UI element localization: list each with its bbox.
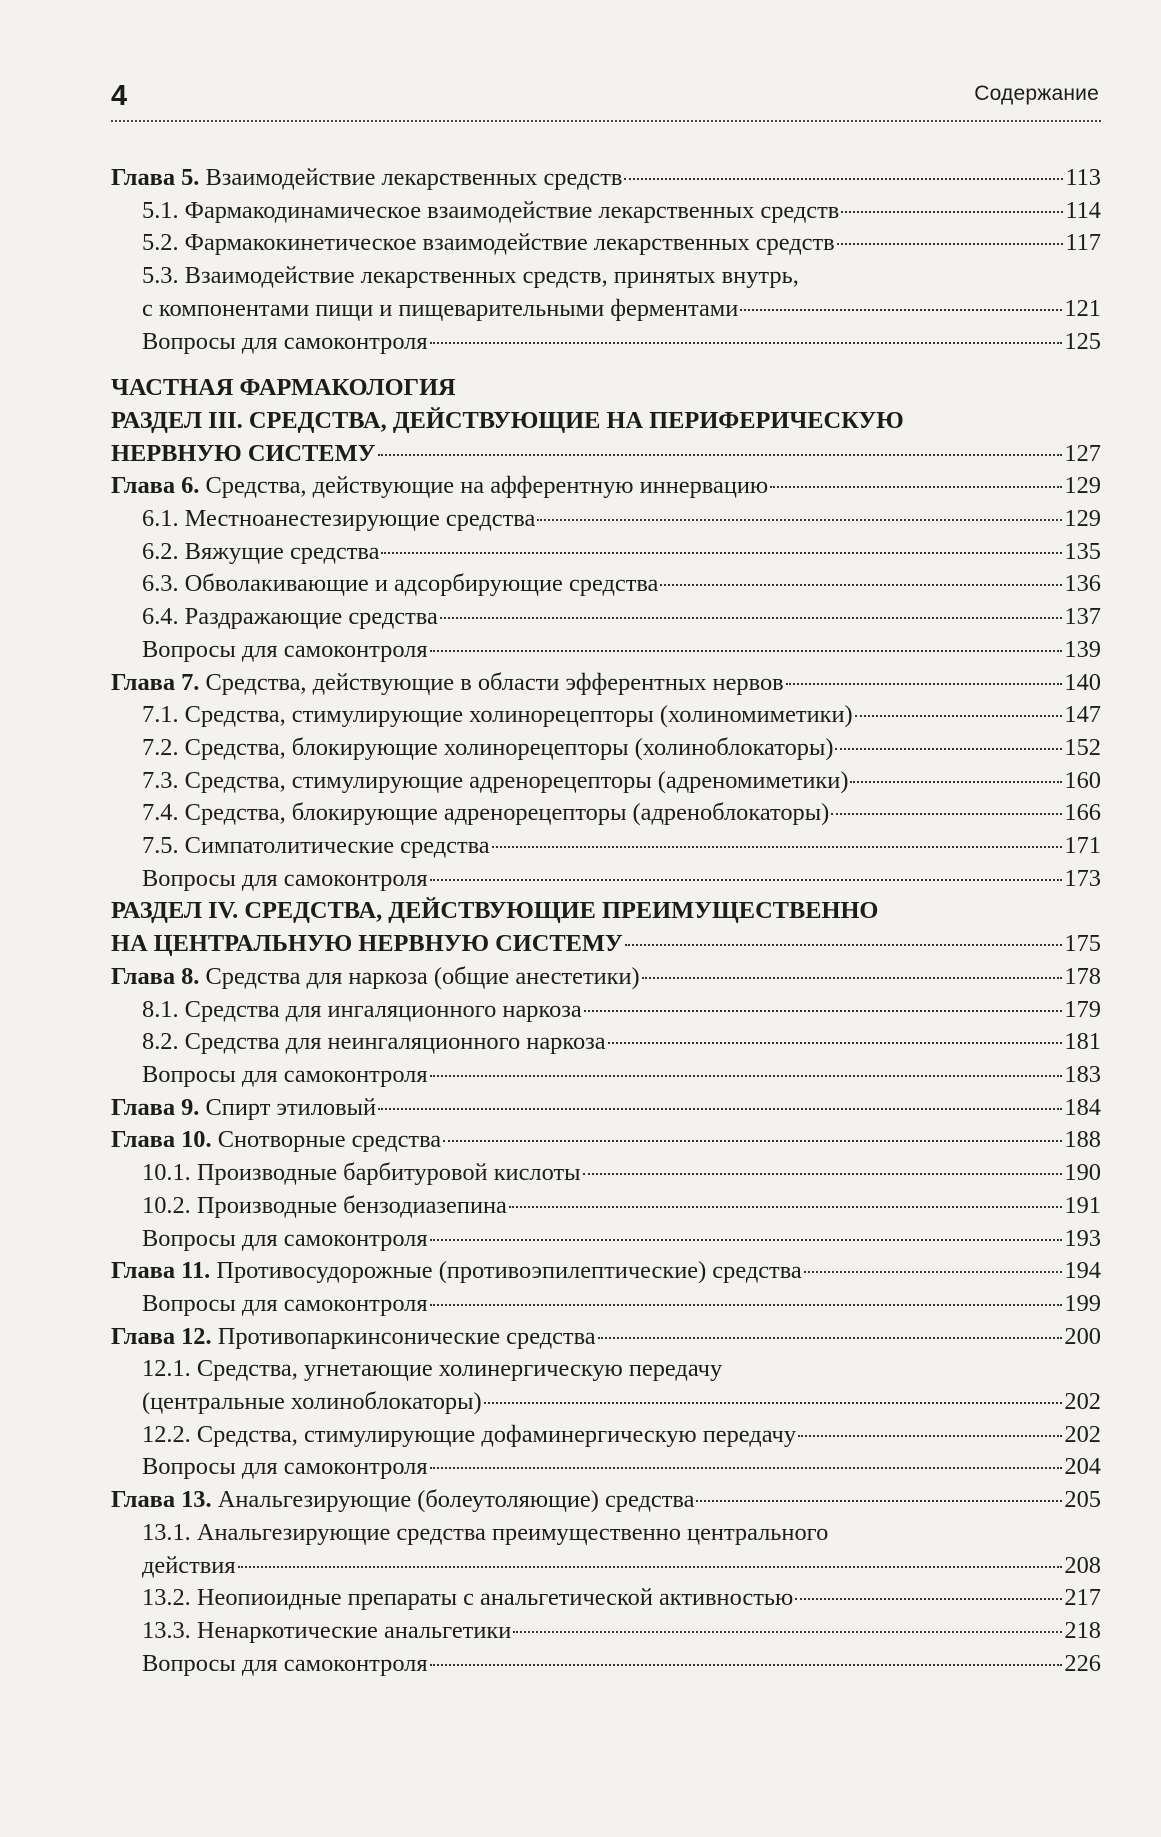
chapter-label: Глава 10. bbox=[111, 1126, 212, 1154]
entry-title: 12.2. Средства, стимулирующие дофаминергическую передачу bbox=[142, 1420, 797, 1448]
chapter-label: Глава 12. bbox=[111, 1322, 212, 1350]
entry-page-number: 121 bbox=[1064, 294, 1101, 322]
dot-leader bbox=[837, 243, 1064, 245]
entry-page-number: 117 bbox=[1065, 229, 1101, 257]
dot-leader bbox=[513, 1631, 1062, 1633]
entry-page-number: 208 bbox=[1064, 1551, 1101, 1579]
dot-leader bbox=[430, 1467, 1063, 1469]
entry-page-number: 217 bbox=[1064, 1584, 1101, 1612]
section-title: РАЗДЕЛ IV. СРЕДСТВА, ДЕЙСТВУЮЩИЕ ПРЕИМУЩЕСТВЕННО bbox=[111, 897, 879, 925]
chapter-entry bbox=[111, 1092, 1101, 1125]
chapter-label: Глава 8. bbox=[111, 962, 200, 990]
subsection-entry bbox=[111, 1451, 1101, 1484]
section-spacer bbox=[111, 358, 1101, 372]
subsection-entry bbox=[111, 260, 1101, 293]
dot-leader bbox=[831, 813, 1062, 815]
dot-leader bbox=[770, 486, 1062, 488]
entry-page-number: 152 bbox=[1064, 733, 1101, 761]
entry-title: Взаимодействие лекарственных средств bbox=[205, 164, 623, 191]
dot-leader bbox=[443, 1140, 1062, 1142]
dot-leader bbox=[786, 683, 1063, 685]
dot-leader bbox=[440, 617, 1063, 619]
running-head bbox=[111, 78, 1101, 122]
dot-leader bbox=[660, 584, 1062, 586]
dot-leader bbox=[798, 1435, 1062, 1437]
running-title: Содержание bbox=[974, 82, 1099, 105]
chapter-entry bbox=[111, 961, 1101, 994]
section-title: РАЗДЕЛ III. СРЕДСТВА, ДЕЙСТВУЮЩИЕ НА ПЕРИФЕРИЧЕСКУЮ bbox=[111, 406, 904, 434]
entry-page-number: 175 bbox=[1064, 930, 1101, 958]
subsection-entry bbox=[111, 503, 1101, 536]
subsection-entry bbox=[111, 1648, 1101, 1681]
subsection-entry bbox=[111, 765, 1101, 798]
section-title-continuation: НА ЦЕНТРАЛЬНУЮ НЕРВНУЮ СИСТЕМУ bbox=[111, 930, 623, 958]
chapter-label: Глава 11. bbox=[111, 1257, 211, 1285]
dot-leader bbox=[378, 1108, 1062, 1110]
entry-page-number: 191 bbox=[1064, 1191, 1101, 1219]
entry-page-number: 184 bbox=[1064, 1093, 1101, 1121]
entry-title: 6.4. Раздражающие средства bbox=[142, 603, 438, 631]
subsection-entry bbox=[111, 1157, 1101, 1190]
subsection-entry bbox=[111, 601, 1101, 634]
chapter-entry bbox=[111, 162, 1101, 195]
subsection-entry bbox=[111, 863, 1101, 896]
subsection-entry bbox=[111, 326, 1101, 359]
subsection-entry bbox=[111, 634, 1101, 667]
subsection-entry bbox=[111, 1190, 1101, 1223]
entry-title: 7.1. Средства, стимулирующие холинорецепторы (холиномиметики) bbox=[142, 701, 853, 729]
dot-leader bbox=[740, 309, 1062, 311]
entry-title: 6.3. Обволакивающие и адсорбирующие средства bbox=[142, 570, 659, 598]
entry-page-number: 160 bbox=[1064, 766, 1101, 794]
entry-page-number: 193 bbox=[1064, 1224, 1101, 1252]
dot-leader bbox=[850, 781, 1062, 783]
chapter-label: Глава 5. bbox=[111, 164, 200, 191]
entry-title: Вопросы для самоконтроля bbox=[142, 635, 428, 663]
dot-leader bbox=[795, 1598, 1062, 1600]
entry-page-number: 173 bbox=[1064, 864, 1101, 892]
entry-page-number: 129 bbox=[1064, 505, 1101, 533]
entry-title: Снотворные средства bbox=[217, 1126, 442, 1154]
subsection-entry bbox=[111, 994, 1101, 1027]
chapter-label: Глава 13. bbox=[111, 1486, 212, 1514]
entry-title: 7.3. Средства, стимулирующие адренорецепторы (адреномиметики) bbox=[142, 766, 849, 794]
entry-continuation bbox=[111, 1386, 1101, 1419]
entry-page-number: 205 bbox=[1064, 1486, 1101, 1514]
chapter-entry bbox=[111, 667, 1101, 700]
dot-leader bbox=[804, 1271, 1063, 1273]
entry-page-number: 166 bbox=[1064, 799, 1101, 827]
entry-title: Вопросы для самоконтроля bbox=[142, 327, 428, 355]
entry-title: Противосудорожные (противоэпилептические) средства bbox=[216, 1257, 802, 1285]
dot-leader bbox=[624, 178, 1063, 180]
entry-page-number: 127 bbox=[1064, 439, 1101, 467]
entry-title: 10.1. Производные барбитуровой кислоты bbox=[142, 1159, 581, 1187]
chapter-label: Глава 7. bbox=[111, 668, 200, 696]
entry-page-number: 136 bbox=[1064, 570, 1101, 598]
chapter-label: Глава 9. bbox=[111, 1093, 200, 1121]
entry-title: Средства для наркоза (общие анестетики) bbox=[205, 962, 640, 990]
entry-page-number: 183 bbox=[1064, 1060, 1101, 1088]
entry-page-number: 179 bbox=[1064, 995, 1101, 1023]
entry-title: 7.2. Средства, блокирующие холинорецепторы (холиноблокаторы) bbox=[142, 733, 834, 761]
subsection-entry bbox=[111, 1419, 1101, 1452]
entry-title: 12.1. Средства, угнетающие холинергическую передачу bbox=[142, 1355, 723, 1383]
dot-leader bbox=[492, 846, 1063, 848]
subsection-entry bbox=[111, 1223, 1101, 1256]
subsection-entry bbox=[111, 227, 1101, 260]
chapter-entry bbox=[111, 1484, 1101, 1517]
subsection-entry bbox=[111, 195, 1101, 228]
entry-continuation bbox=[111, 1550, 1101, 1583]
chapter-label: Глава 6. bbox=[111, 472, 200, 500]
entry-page-number: 181 bbox=[1064, 1028, 1101, 1056]
entry-title: Вопросы для самоконтроля bbox=[142, 1453, 428, 1481]
entry-title: Вопросы для самоконтроля bbox=[142, 1224, 428, 1252]
entry-title: Вопросы для самоконтроля bbox=[142, 1060, 428, 1088]
entry-title: Вопросы для самоконтроля bbox=[142, 1649, 428, 1677]
entry-page-number: 140 bbox=[1064, 668, 1101, 696]
dot-leader bbox=[608, 1042, 1063, 1044]
dot-leader bbox=[598, 1337, 1063, 1339]
subsection-entry bbox=[111, 1026, 1101, 1059]
entry-title: 5.2. Фармакокинетическое взаимодействие лекарственных средств bbox=[142, 229, 835, 257]
dot-leader bbox=[378, 454, 1063, 456]
entry-title: Противопаркинсонические средства bbox=[217, 1322, 596, 1350]
subsection-entry bbox=[111, 1353, 1101, 1386]
subsection-entry bbox=[111, 732, 1101, 765]
entry-page-number: 171 bbox=[1064, 832, 1101, 860]
subsection-entry bbox=[111, 568, 1101, 601]
section-title-continuation: НЕРВНУЮ СИСТЕМУ bbox=[111, 439, 376, 467]
chapter-entry bbox=[111, 1321, 1101, 1354]
entry-title-continuation: (центральные холиноблокаторы) bbox=[142, 1388, 482, 1416]
dot-leader bbox=[484, 1402, 1063, 1404]
section-heading bbox=[111, 895, 1101, 928]
entry-page-number: 190 bbox=[1064, 1159, 1101, 1187]
dot-leader bbox=[855, 715, 1063, 717]
entry-page-number: 204 bbox=[1064, 1453, 1101, 1481]
entry-title: 13.3. Ненаркотические анальгетики bbox=[142, 1616, 512, 1644]
entry-title: Средства, действующие в области эфферентных нервов bbox=[205, 668, 784, 696]
entry-title: 5.3. Взаимодействие лекарственных средств, принятых внутрь, bbox=[142, 262, 799, 290]
subsection-entry bbox=[111, 1288, 1101, 1321]
section-heading bbox=[111, 405, 1101, 438]
dot-leader bbox=[642, 977, 1063, 979]
entry-page-number: 147 bbox=[1064, 701, 1101, 729]
dot-leader bbox=[835, 748, 1062, 750]
dot-leader bbox=[430, 1304, 1063, 1306]
entry-title: Анальгезирующие (болеутоляющие) средства bbox=[217, 1486, 695, 1514]
subsection-entry bbox=[111, 797, 1101, 830]
entry-page-number: 178 bbox=[1064, 962, 1101, 990]
entry-title: 8.1. Средства для ингаляционного наркоза bbox=[142, 995, 582, 1023]
entry-title-continuation: действия bbox=[142, 1551, 236, 1579]
dot-leader bbox=[430, 1664, 1063, 1666]
entry-page-number: 114 bbox=[1065, 196, 1101, 224]
entry-page-number: 218 bbox=[1064, 1616, 1101, 1644]
entry-title: 6.1. Местноанестезирующие средства bbox=[142, 505, 536, 533]
entry-page-number: 139 bbox=[1064, 635, 1101, 663]
entry-page-number: 125 bbox=[1064, 327, 1101, 355]
subsection-entry bbox=[111, 1615, 1101, 1648]
entry-page-number: 194 bbox=[1064, 1257, 1101, 1285]
subsection-entry bbox=[111, 830, 1101, 863]
entry-page-number: 129 bbox=[1064, 472, 1101, 500]
chapter-entry bbox=[111, 1255, 1101, 1288]
entry-continuation bbox=[111, 293, 1101, 326]
subsection-entry bbox=[111, 1582, 1101, 1615]
dot-leader bbox=[430, 1239, 1063, 1241]
dot-leader bbox=[537, 519, 1062, 521]
entry-page-number: 137 bbox=[1064, 603, 1101, 631]
entry-page-number: 199 bbox=[1064, 1289, 1101, 1317]
entry-page-number: 202 bbox=[1064, 1388, 1101, 1416]
part-heading bbox=[111, 372, 1101, 405]
chapter-entry bbox=[111, 470, 1101, 503]
subsection-entry bbox=[111, 536, 1101, 569]
entry-title: 5.1. Фармакодинамическое взаимодействие лекарственных средств bbox=[142, 196, 840, 224]
entry-title: 10.2. Производные бензодиазепина bbox=[142, 1191, 507, 1219]
subsection-entry bbox=[111, 699, 1101, 732]
dot-leader bbox=[584, 1010, 1063, 1012]
part-title: ЧАСТНАЯ ФАРМАКОЛОГИЯ bbox=[111, 374, 456, 402]
dot-leader bbox=[430, 879, 1063, 881]
subsection-entry bbox=[111, 1517, 1101, 1550]
table-of-contents bbox=[111, 162, 1101, 1680]
section-heading-continuation bbox=[111, 928, 1101, 961]
entry-page-number: 188 bbox=[1064, 1126, 1101, 1154]
section-heading-continuation bbox=[111, 438, 1101, 471]
page-number: 4 bbox=[111, 80, 128, 112]
dot-leader bbox=[381, 552, 1062, 554]
entry-title: 8.2. Средства для неингаляционного наркоза bbox=[142, 1028, 606, 1056]
entry-page-number: 200 bbox=[1064, 1322, 1101, 1350]
entry-title: 6.2. Вяжущие средства bbox=[142, 537, 380, 565]
dot-leader bbox=[430, 650, 1063, 652]
entry-page-number: 226 bbox=[1064, 1649, 1101, 1677]
dot-leader bbox=[583, 1173, 1063, 1175]
entry-page-number: 135 bbox=[1064, 537, 1101, 565]
dot-leader bbox=[625, 944, 1063, 946]
dot-leader bbox=[430, 1075, 1063, 1077]
dot-leader bbox=[841, 211, 1063, 213]
entry-title: 7.5. Симпатолитические средства bbox=[142, 832, 490, 860]
entry-title: 7.4. Средства, блокирующие адренорецепторы (адреноблокаторы) bbox=[142, 799, 830, 827]
entry-page-number: 202 bbox=[1064, 1420, 1101, 1448]
dot-leader bbox=[430, 342, 1063, 344]
entry-title: Вопросы для самоконтроля bbox=[142, 1289, 428, 1317]
dot-leader bbox=[238, 1566, 1063, 1568]
entry-title-continuation: с компонентами пищи и пищеварительными ферментами bbox=[142, 294, 739, 322]
entry-title: Спирт этиловый bbox=[205, 1093, 377, 1121]
entry-title: 13.2. Неопиоидные препараты с анальгетической активностью bbox=[142, 1584, 794, 1612]
entry-title: Средства, действующие на афферентную иннервацию bbox=[205, 472, 769, 500]
chapter-entry bbox=[111, 1124, 1101, 1157]
dot-leader bbox=[696, 1500, 1062, 1502]
dot-leader bbox=[509, 1206, 1063, 1208]
entry-page-number: 113 bbox=[1065, 164, 1101, 191]
entry-title: 13.1. Анальгезирующие средства преимущественно центрального bbox=[142, 1518, 829, 1546]
subsection-entry bbox=[111, 1059, 1101, 1092]
entry-title: Вопросы для самоконтроля bbox=[142, 864, 428, 892]
